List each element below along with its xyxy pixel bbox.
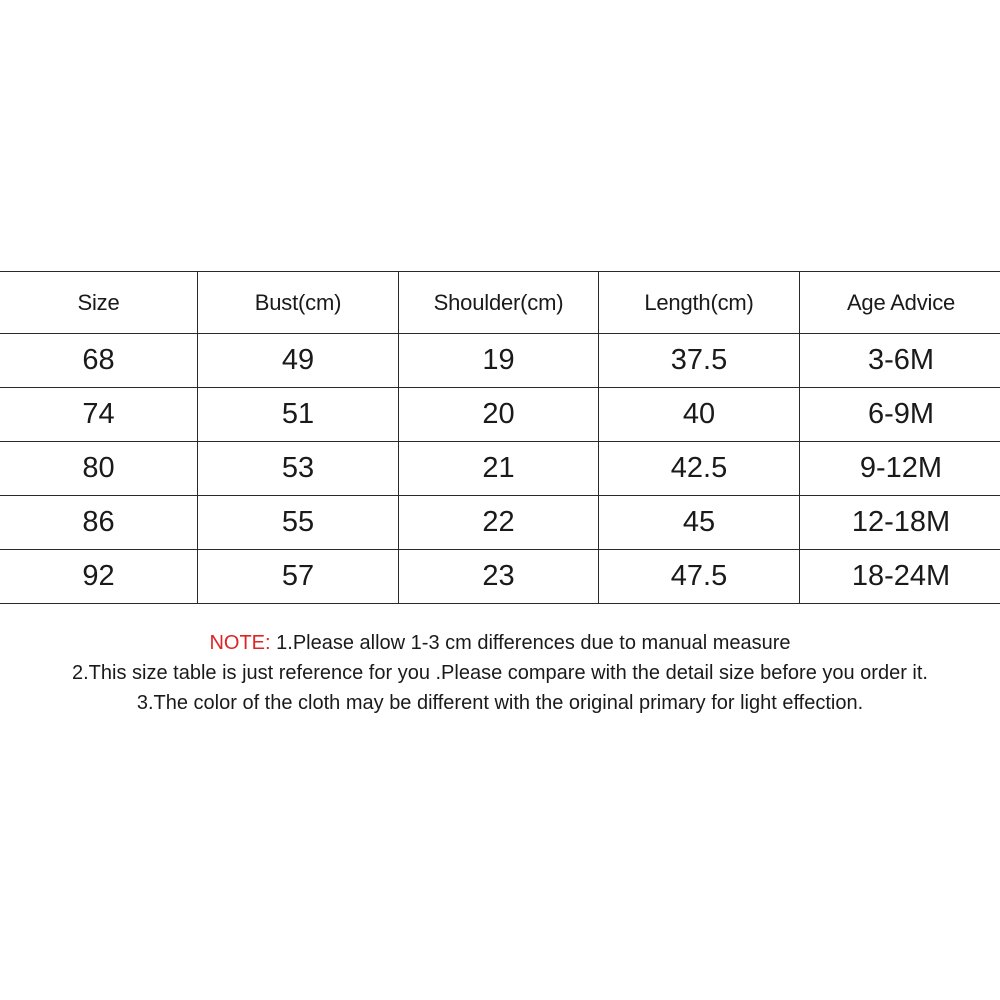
note-line-1: [0, 628, 1000, 658]
cell-bust: 57: [198, 550, 399, 604]
size-chart-table: [0, 271, 1000, 604]
cell-size: 80: [0, 442, 198, 496]
cell-size: 74: [0, 388, 198, 442]
header-size: Size: [0, 272, 198, 334]
cell-bust: 49: [198, 334, 399, 388]
cell-bust: 53: [198, 442, 399, 496]
cell-bust: 51: [198, 388, 399, 442]
cell-length: 40: [599, 388, 800, 442]
note-line-3: 3.The color of the cloth may be different with the original primary for light effection.: [136, 692, 864, 714]
header-shoulder: Shoulder(cm): [399, 272, 599, 334]
cell-age-advice: 12-18M: [800, 496, 1000, 550]
header-length: Length(cm): [599, 272, 800, 334]
cell-length: 45: [599, 496, 800, 550]
note-text-1: 1.Please allow 1-3 cm differences due to manual measure: [270, 632, 791, 654]
table-header-row: [0, 272, 1000, 334]
table-row: [0, 550, 1000, 604]
cell-shoulder: 23: [399, 550, 599, 604]
cell-size: 68: [0, 334, 198, 388]
cell-shoulder: 20: [399, 388, 599, 442]
cell-length: 37.5: [599, 334, 800, 388]
header-age-advice: Age Advice: [800, 272, 1000, 334]
table-row: [0, 334, 1000, 388]
cell-shoulder: 19: [399, 334, 599, 388]
cell-length: 47.5: [599, 550, 800, 604]
note-tag: NOTE:: [209, 632, 271, 654]
cell-length: 42.5: [599, 442, 800, 496]
cell-shoulder: 21: [399, 442, 599, 496]
cell-size: 86: [0, 496, 198, 550]
cell-size: 92: [0, 550, 198, 604]
cell-age-advice: 9-12M: [800, 442, 1000, 496]
cell-bust: 55: [198, 496, 399, 550]
cell-age-advice: 3-6M: [800, 334, 1000, 388]
table-row: [0, 442, 1000, 496]
note-line-2: 2.This size table is just reference for you .Please compare with the detail size before you order it.: [72, 662, 928, 684]
table-row: [0, 496, 1000, 550]
cell-age-advice: 6-9M: [800, 388, 1000, 442]
notes-block: [0, 628, 1000, 718]
cell-age-advice: 18-24M: [800, 550, 1000, 604]
table-row: [0, 388, 1000, 442]
cell-shoulder: 22: [399, 496, 599, 550]
header-bust: Bust(cm): [198, 272, 399, 334]
